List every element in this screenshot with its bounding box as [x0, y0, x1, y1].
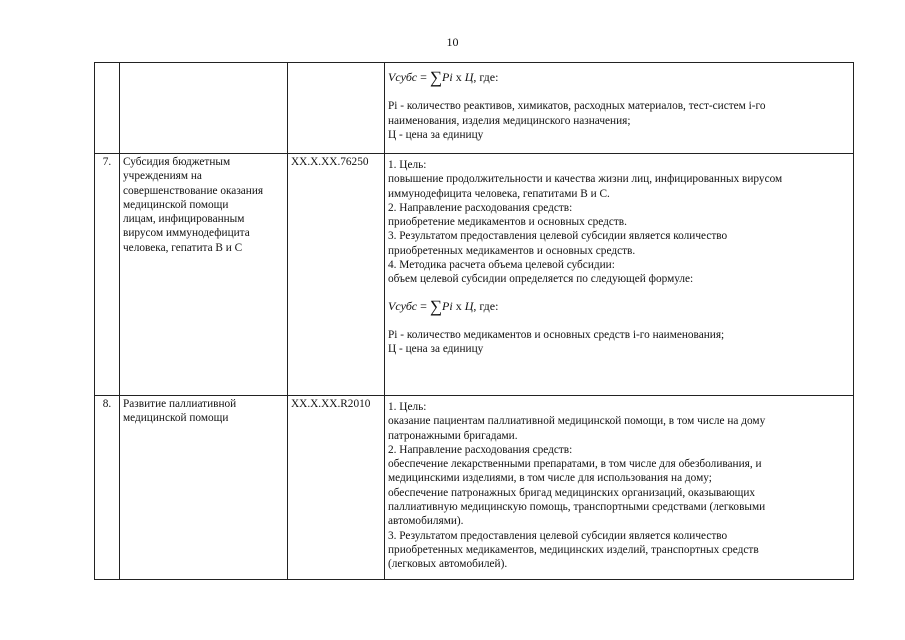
- sum-symbol: ∑: [429, 296, 443, 316]
- description-line: патронажными бригадами.: [388, 429, 518, 442]
- table-row-7: [95, 154, 854, 396]
- formula-suffix: , где:: [473, 298, 499, 313]
- description-line: приобретенных медикаментов и основных средств.: [388, 244, 636, 257]
- description-line: 2. Направление расходования средств:: [388, 201, 573, 214]
- row-code-cell: XX.X.XX.R2010: [288, 396, 385, 580]
- description-line: наименования, изделия медицинского назначения;: [388, 114, 631, 127]
- formula-times: x: [455, 298, 462, 313]
- description-line: 4. Методика расчета объема целевой субсидии:: [388, 259, 615, 272]
- row-description-cell: [385, 154, 854, 396]
- subsidy-table: [94, 62, 854, 580]
- description-line: обеспечение лекарственными препаратами, в том числе для обезболивания, и: [388, 458, 762, 471]
- description-line: иммунодефицита человека, гепатитами В и С.: [388, 187, 610, 200]
- formula: [388, 296, 850, 316]
- row-name-cell: [120, 396, 288, 580]
- row-number-cell: 7.: [95, 154, 120, 396]
- description-line: 3. Результатом предоставления целевой субсидии является количество: [388, 529, 728, 542]
- row-number-cell: 8.: [95, 396, 120, 580]
- name-line: Развитие паллиативной: [123, 398, 237, 410]
- name-line: совершенствование оказания: [123, 184, 264, 197]
- description-line: медицинскими изделиями, в том числе для использования на дому;: [388, 472, 712, 485]
- description-line: приобретение медикаментов и основных средств.: [388, 216, 627, 229]
- formula-lhs: Vсубс: [388, 70, 418, 84]
- description-line: Pi - количество медикаментов и основных средств i-го наименования;: [388, 328, 725, 341]
- table-row-continuation: [95, 63, 854, 154]
- name-line: вирусом иммунодефицита: [123, 227, 250, 240]
- row-name-cell: [120, 63, 288, 154]
- description-line: Ц - цена за единицу: [388, 128, 484, 141]
- description-line: приобретенных медикаментов, медицинских изделий, транспортных средств: [388, 543, 759, 556]
- description-line: паллиативную медицинскую помощь, транспортными средствами (легковыми: [388, 501, 766, 514]
- description-line: оказание пациентам паллиативной медицинской помощи, в том числе на дому: [388, 415, 766, 428]
- name-line: учреждениям на: [123, 170, 202, 183]
- formula-term: Pi: [442, 70, 453, 84]
- name-line: медицинской помощи: [123, 198, 229, 211]
- sum-symbol: ∑: [429, 68, 443, 87]
- table-row-8: [95, 396, 854, 580]
- name-line: лицам, инфицированным: [123, 213, 245, 226]
- formula: [388, 70, 850, 85]
- formula-price: Ц: [464, 70, 474, 84]
- page-number: 10: [446, 35, 459, 49]
- formula-lhs: Vсубс: [388, 298, 418, 313]
- description-line: 1. Цель:: [388, 159, 427, 171]
- name-line: человека, гепатита В и С: [123, 241, 243, 254]
- description-line: (легковых автомобилей).: [388, 558, 508, 571]
- formula-times: x: [455, 70, 462, 84]
- formula-equals: =: [420, 70, 427, 84]
- name-line: Субсидия бюджетным: [123, 156, 231, 168]
- row-description-cell: [385, 63, 854, 154]
- formula-equals: =: [420, 298, 427, 313]
- description-line: Ц - цена за единицу: [388, 343, 484, 356]
- description-line: Pi - количество реактивов, химикатов, расходных материалов, тест-систем i-го: [388, 100, 766, 113]
- row-number-cell: [95, 63, 120, 154]
- description-line: автомобилями).: [388, 515, 464, 528]
- description-line: 2. Направление расходования средств:: [388, 443, 573, 456]
- formula-term: Pi: [442, 298, 453, 313]
- row-description-cell: [385, 396, 854, 580]
- row-code-cell: XX.X.XX.76250: [288, 154, 385, 396]
- row-name-cell: [120, 154, 288, 396]
- formula-price: Ц: [464, 298, 474, 313]
- description-line: повышение продолжительности и качества жизни лиц, инфицированных вирусом: [388, 173, 783, 186]
- description-line: 1. Цель:: [388, 401, 427, 413]
- name-line: медицинской помощи: [123, 412, 229, 425]
- description-line: объем целевой субсидии определяется по следующей формуле:: [388, 273, 694, 286]
- formula-suffix: , где:: [473, 70, 499, 84]
- row-code-cell: [288, 63, 385, 154]
- description-line: 3. Результатом предоставления целевой субсидии является количество: [388, 230, 728, 243]
- description-line: обеспечение патронажных бригад медицинских организаций, оказывающих: [388, 486, 756, 499]
